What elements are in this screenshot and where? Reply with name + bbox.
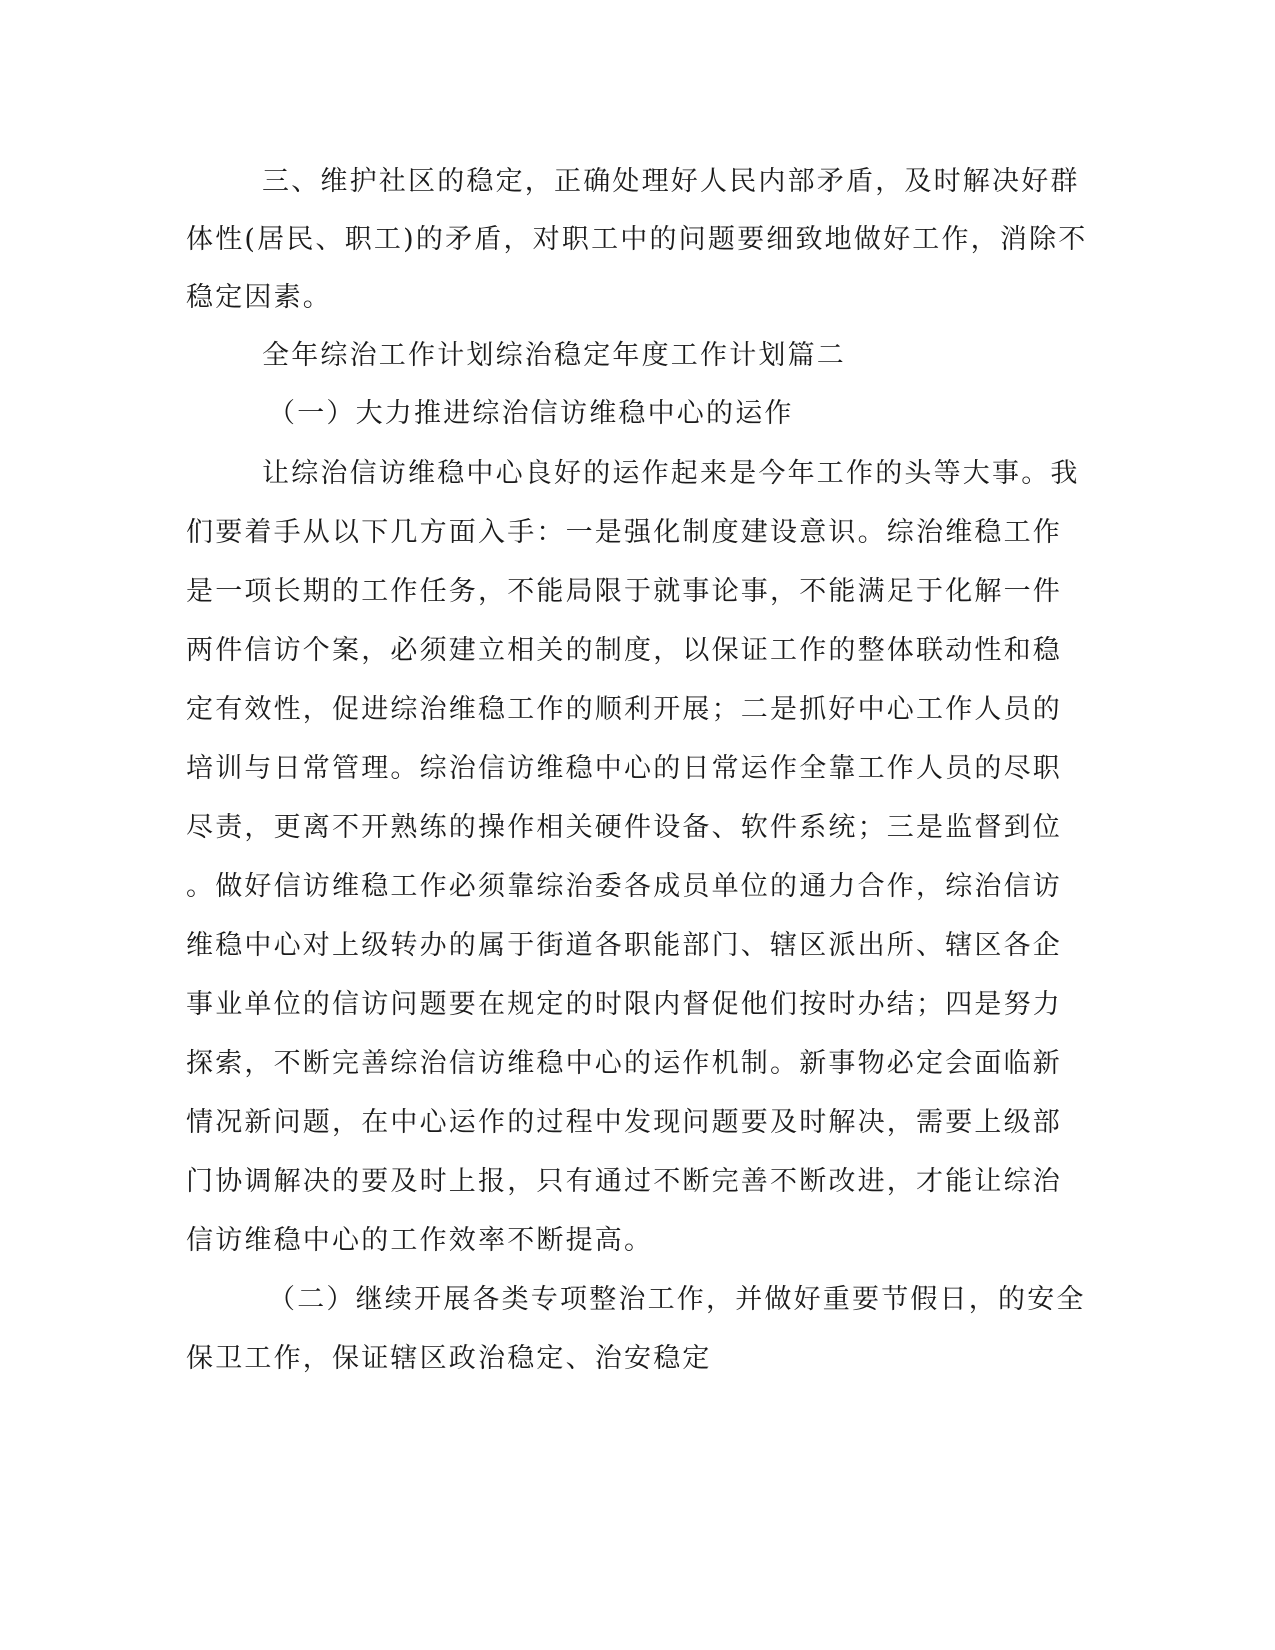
paragraph-2-line-13: 门协调解决的要及时上报，只有通过不断完善不断改进，才能让综治 <box>186 1166 1062 1197</box>
paragraph-1-line-1: 三、维护社区的稳定，正确处理好人民内部矛盾，及时解决好群 <box>262 166 1080 197</box>
paragraph-2-line-5: 定有效性，促进综治维稳工作的顺利开展；二是抓好中心工作人员的 <box>186 694 1062 725</box>
paragraph-2-line-3: 是一项长期的工作任务，不能局限于就事论事，不能满足于化解一件 <box>186 576 1062 607</box>
paragraph-2-line-9: 维稳中心对上级转办的属于街道各职能部门、辖区派出所、辖区各企 <box>186 930 1062 961</box>
subheading-1: （一）大力推进综治信访维稳中心的运作 <box>268 398 794 429</box>
paragraph-2-line-12: 情况新问题，在中心运作的过程中发现问题要及时解决，需要上级部 <box>186 1107 1062 1138</box>
paragraph-2-line-11: 探索，不断完善综治信访维稳中心的运作机制。新事物必定会面临新 <box>186 1048 1062 1079</box>
paragraph-2-line-1: 让综治信访维稳中心良好的运作起来是今年工作的头等大事。我 <box>262 458 1080 489</box>
paragraph-3-line-2: 保卫工作，保证辖区政治稳定、治安稳定 <box>186 1343 712 1374</box>
paragraph-3-line-1: （二）继续开展各类专项整治工作，并做好重要节假日，的安全 <box>268 1284 1086 1315</box>
paragraph-2-line-6: 培训与日常管理。综治信访维稳中心的日常运作全靠工作人员的尽职 <box>186 753 1062 784</box>
paragraph-2-line-14: 信访维稳中心的工作效率不断提高。 <box>186 1225 654 1256</box>
paragraph-1-line-3: 稳定因素。 <box>186 282 332 313</box>
paragraph-1-line-2: 体性(居民、职工)的矛盾，对职工中的问题要细致地做好工作，消除不 <box>186 224 1088 255</box>
paragraph-2-line-7: 尽责，更离不开熟练的操作相关硬件设备、软件系统；三是监督到位 <box>186 812 1062 843</box>
paragraph-2-line-8: 。做好信访维稳工作必须靠综治委各成员单位的通力合作，综治信访 <box>186 871 1062 902</box>
paragraph-2-line-2: 们要着手从以下几方面入手：一是强化制度建设意识。综治维稳工作 <box>186 517 1062 548</box>
paragraph-2-line-10: 事业单位的信访问题要在规定的时限内督促他们按时办结；四是努力 <box>186 989 1062 1020</box>
section-title: 全年综治工作计划综治稳定年度工作计划篇二 <box>262 340 846 371</box>
paragraph-2-line-4: 两件信访个案，必须建立相关的制度，以保证工作的整体联动性和稳 <box>186 635 1062 666</box>
